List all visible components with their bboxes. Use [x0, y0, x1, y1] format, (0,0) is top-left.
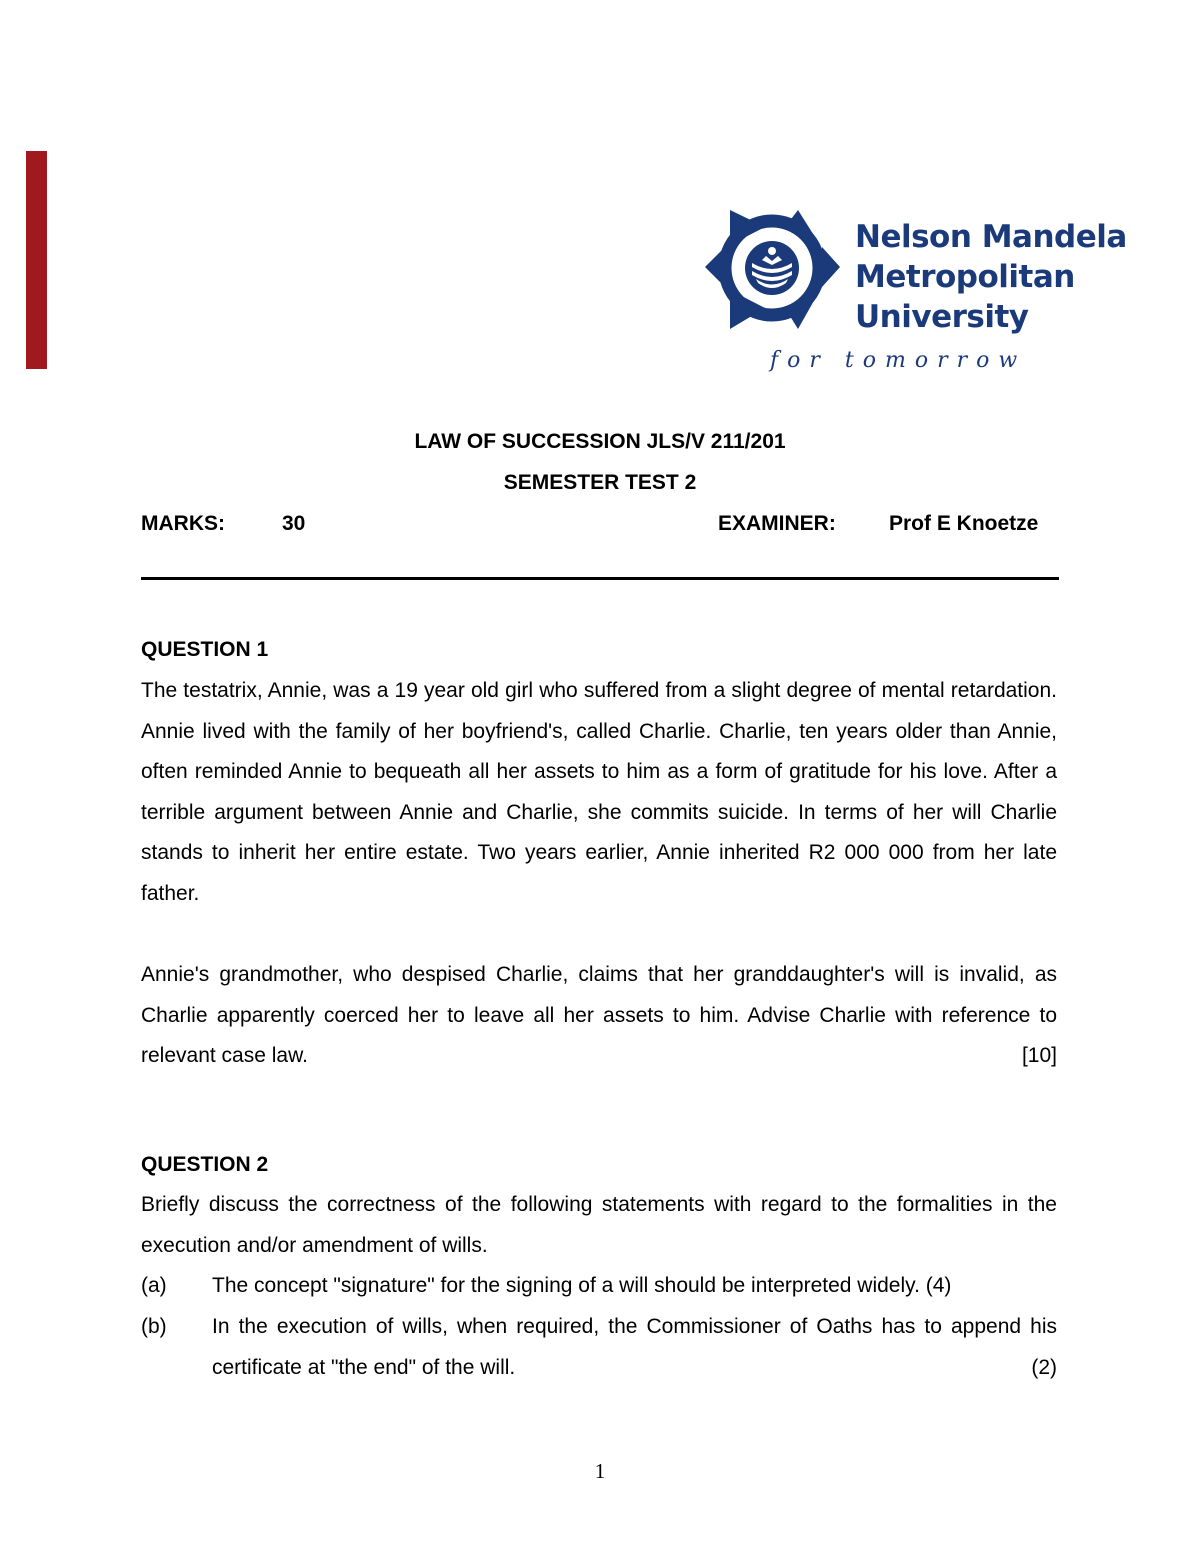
test-title: SEMESTER TEST 2 — [503, 471, 697, 494]
item-b-body — [212, 1307, 1057, 1388]
page-number: 1 — [594, 1459, 606, 1483]
examiner-label: EXAMINER: — [718, 512, 836, 535]
question-1-marks: [10] — [1021, 1044, 1057, 1068]
item-b-label: (b) — [141, 1315, 167, 1338]
university-name-line-2: Metropolitan — [855, 259, 1075, 295]
marks-label: MARKS: — [141, 512, 225, 535]
question-2-item-a — [141, 1266, 1057, 1307]
nmmu-star-logo-icon — [700, 205, 850, 335]
university-name-line-3: University — [855, 299, 1029, 335]
item-b-marks: (2) — [1031, 1355, 1057, 1379]
university-name-line-1: Nelson Mandela — [855, 219, 1127, 255]
university-tagline: for tomorrow — [770, 348, 1027, 373]
question-1-heading: QUESTION 1 — [141, 638, 269, 661]
university-logo — [700, 205, 1127, 385]
question-2-heading: QUESTION 2 — [141, 1153, 269, 1176]
university-name — [855, 217, 1127, 337]
header-divider — [141, 577, 1059, 580]
examiner-value: Prof E Knoetze — [889, 512, 1039, 535]
red-accent-bar — [26, 151, 47, 369]
question-2-intro: Briefly discuss the correctness of the following statements with regard to the formalities in the execution and/or amendment of wills. — [141, 1193, 1057, 1257]
marks-value: 30 — [282, 512, 306, 535]
question-1-paragraph-2-text: Annie's grandmother, who despised Charlie, claims that her granddaughter's will is invalid, as Charlie apparently coerced her to leave all her assets to him. Advise Charlie with reference to relevant case law. — [141, 963, 1057, 1068]
item-b-text: In the execution of wills, when required, the Commissioner of Oaths has to append his certificate at "the end" of the will. — [212, 1315, 1057, 1379]
question-1-paragraph-1: The testatrix, Annie, was a 19 year old girl who suffered from a slight degree of mental retardation. Annie lived with the family of her boyfriend's, called Charlie. Charlie, ten years older than Annie, often reminded Annie to bequeath all her assets to him as a form of gratitude for his love. After a terrible argument between Annie and Charlie, she commits suicide. In terms of her will Charlie stands to inherit her entire estate. Two years earlier, Annie inherited R2 000 000 from her late father. — [141, 679, 1057, 905]
question-2-item-b — [141, 1307, 1057, 1388]
course-title: LAW OF SUCCESSION JLS/V 211/201 — [414, 430, 786, 453]
question-1-paragraph-2 — [141, 955, 1057, 1077]
item-a-label: (a) — [141, 1274, 167, 1297]
item-a-text: The concept "signature" for the signing of a will should be interpreted widely. (4) — [212, 1274, 952, 1297]
